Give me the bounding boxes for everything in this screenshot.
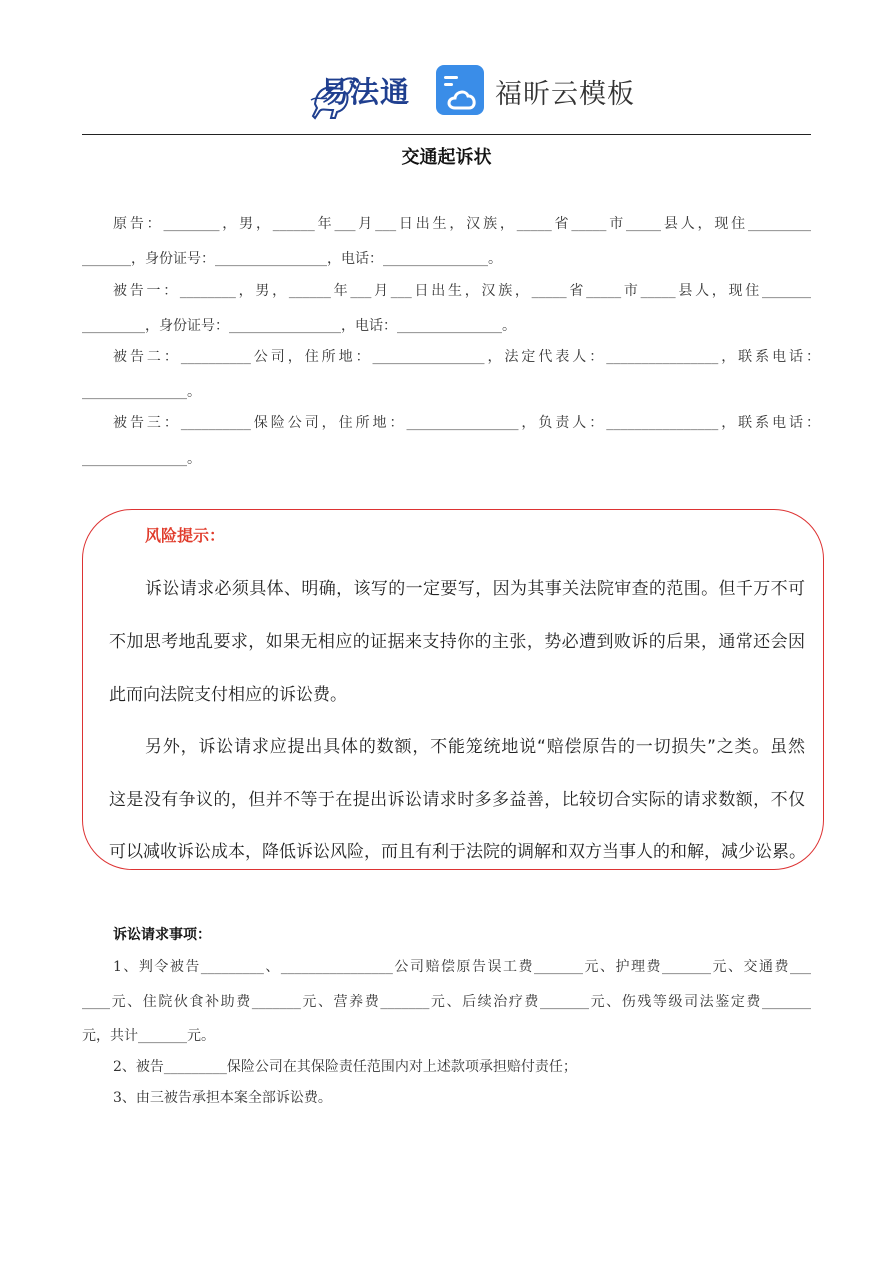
risk-line-5: 这是没有争议的，但并不等于在提出诉讼请求时多多益善，比较切合实际的请求数额，不仅 [109,790,805,810]
foxit-cloud-logo-icon [435,64,485,116]
claim-1-end: 元，共计_______元。 [82,1028,215,1044]
defendant1-line-cont: _________，身份证号：________________，电话：_______________。 [82,318,516,334]
claims-heading: 诉讼请求事项： [113,927,211,943]
risk-warning-title: 风险提示： [145,526,226,545]
defendant2-line: 被告二：__________公司，住所地：________________，法定代表人：________________，联系电话： [113,349,820,365]
risk-line-4: 另外，诉讼请求应提出具体的数额，不能笼统地说“赔偿原告的一切损失”之类。虽然 [145,737,805,757]
risk-line-1: 诉讼请求必须具体、明确，该写的一定要写，因为其事关法院审查的范围。但千万不可 [145,579,805,599]
plaintiff-line-cont: _______，身份证号：________________，电话：_______________。 [82,251,502,267]
claim-1: 1、判令被告_________、________________公司赔偿原告误工费_______元、护理费_______元、交通费___ [113,959,811,975]
defendant3-line-cont: _______________。 [82,451,201,467]
risk-line-2: 不加思考地乱要求，如果无相应的证据来支持你的主张，势必遭到败诉的后果，通常还会因 [109,632,805,652]
document-title: 交通起诉状 [401,147,492,168]
header [0,58,893,122]
plaintiff-line: 原告：________，男，______年___月___日出生，汉族，_____省_____市_____县人，现住_________ [113,216,811,232]
defendant3-line: 被告三：__________保险公司，住所地：________________，负责人：________________，联系电话： [113,415,820,431]
claim-2: 2、被告_________保险公司在其保险责任范围内对上述款项承担赔付责任； [113,1059,577,1075]
defendant1-line: 被告一：________，男，______年___月___日出生，汉族，_____省_____市_____县人，现住_______ [113,283,811,299]
claim-1-cont: ____元、住院伙食补助费_______元、营养费_______元、后续治疗费_______元、伤残等级司法鉴定费_______ [82,994,811,1010]
yifatong-logo-text: 易法通 [320,75,411,109]
risk-line-3: 此而向法院支付相应的诉讼费。 [109,685,347,705]
foxit-template-logo-text: 福昕云模板 [495,79,635,110]
header-divider [82,134,811,135]
claim-3: 3、由三被告承担本案全部诉讼费。 [113,1090,332,1106]
defendant2-line-cont: _______________。 [82,384,201,400]
risk-line-6: 可以减收诉讼成本，降低诉讼风险，而且有利于法院的调解和双方当事人的和解，减少讼累。 [109,842,806,862]
